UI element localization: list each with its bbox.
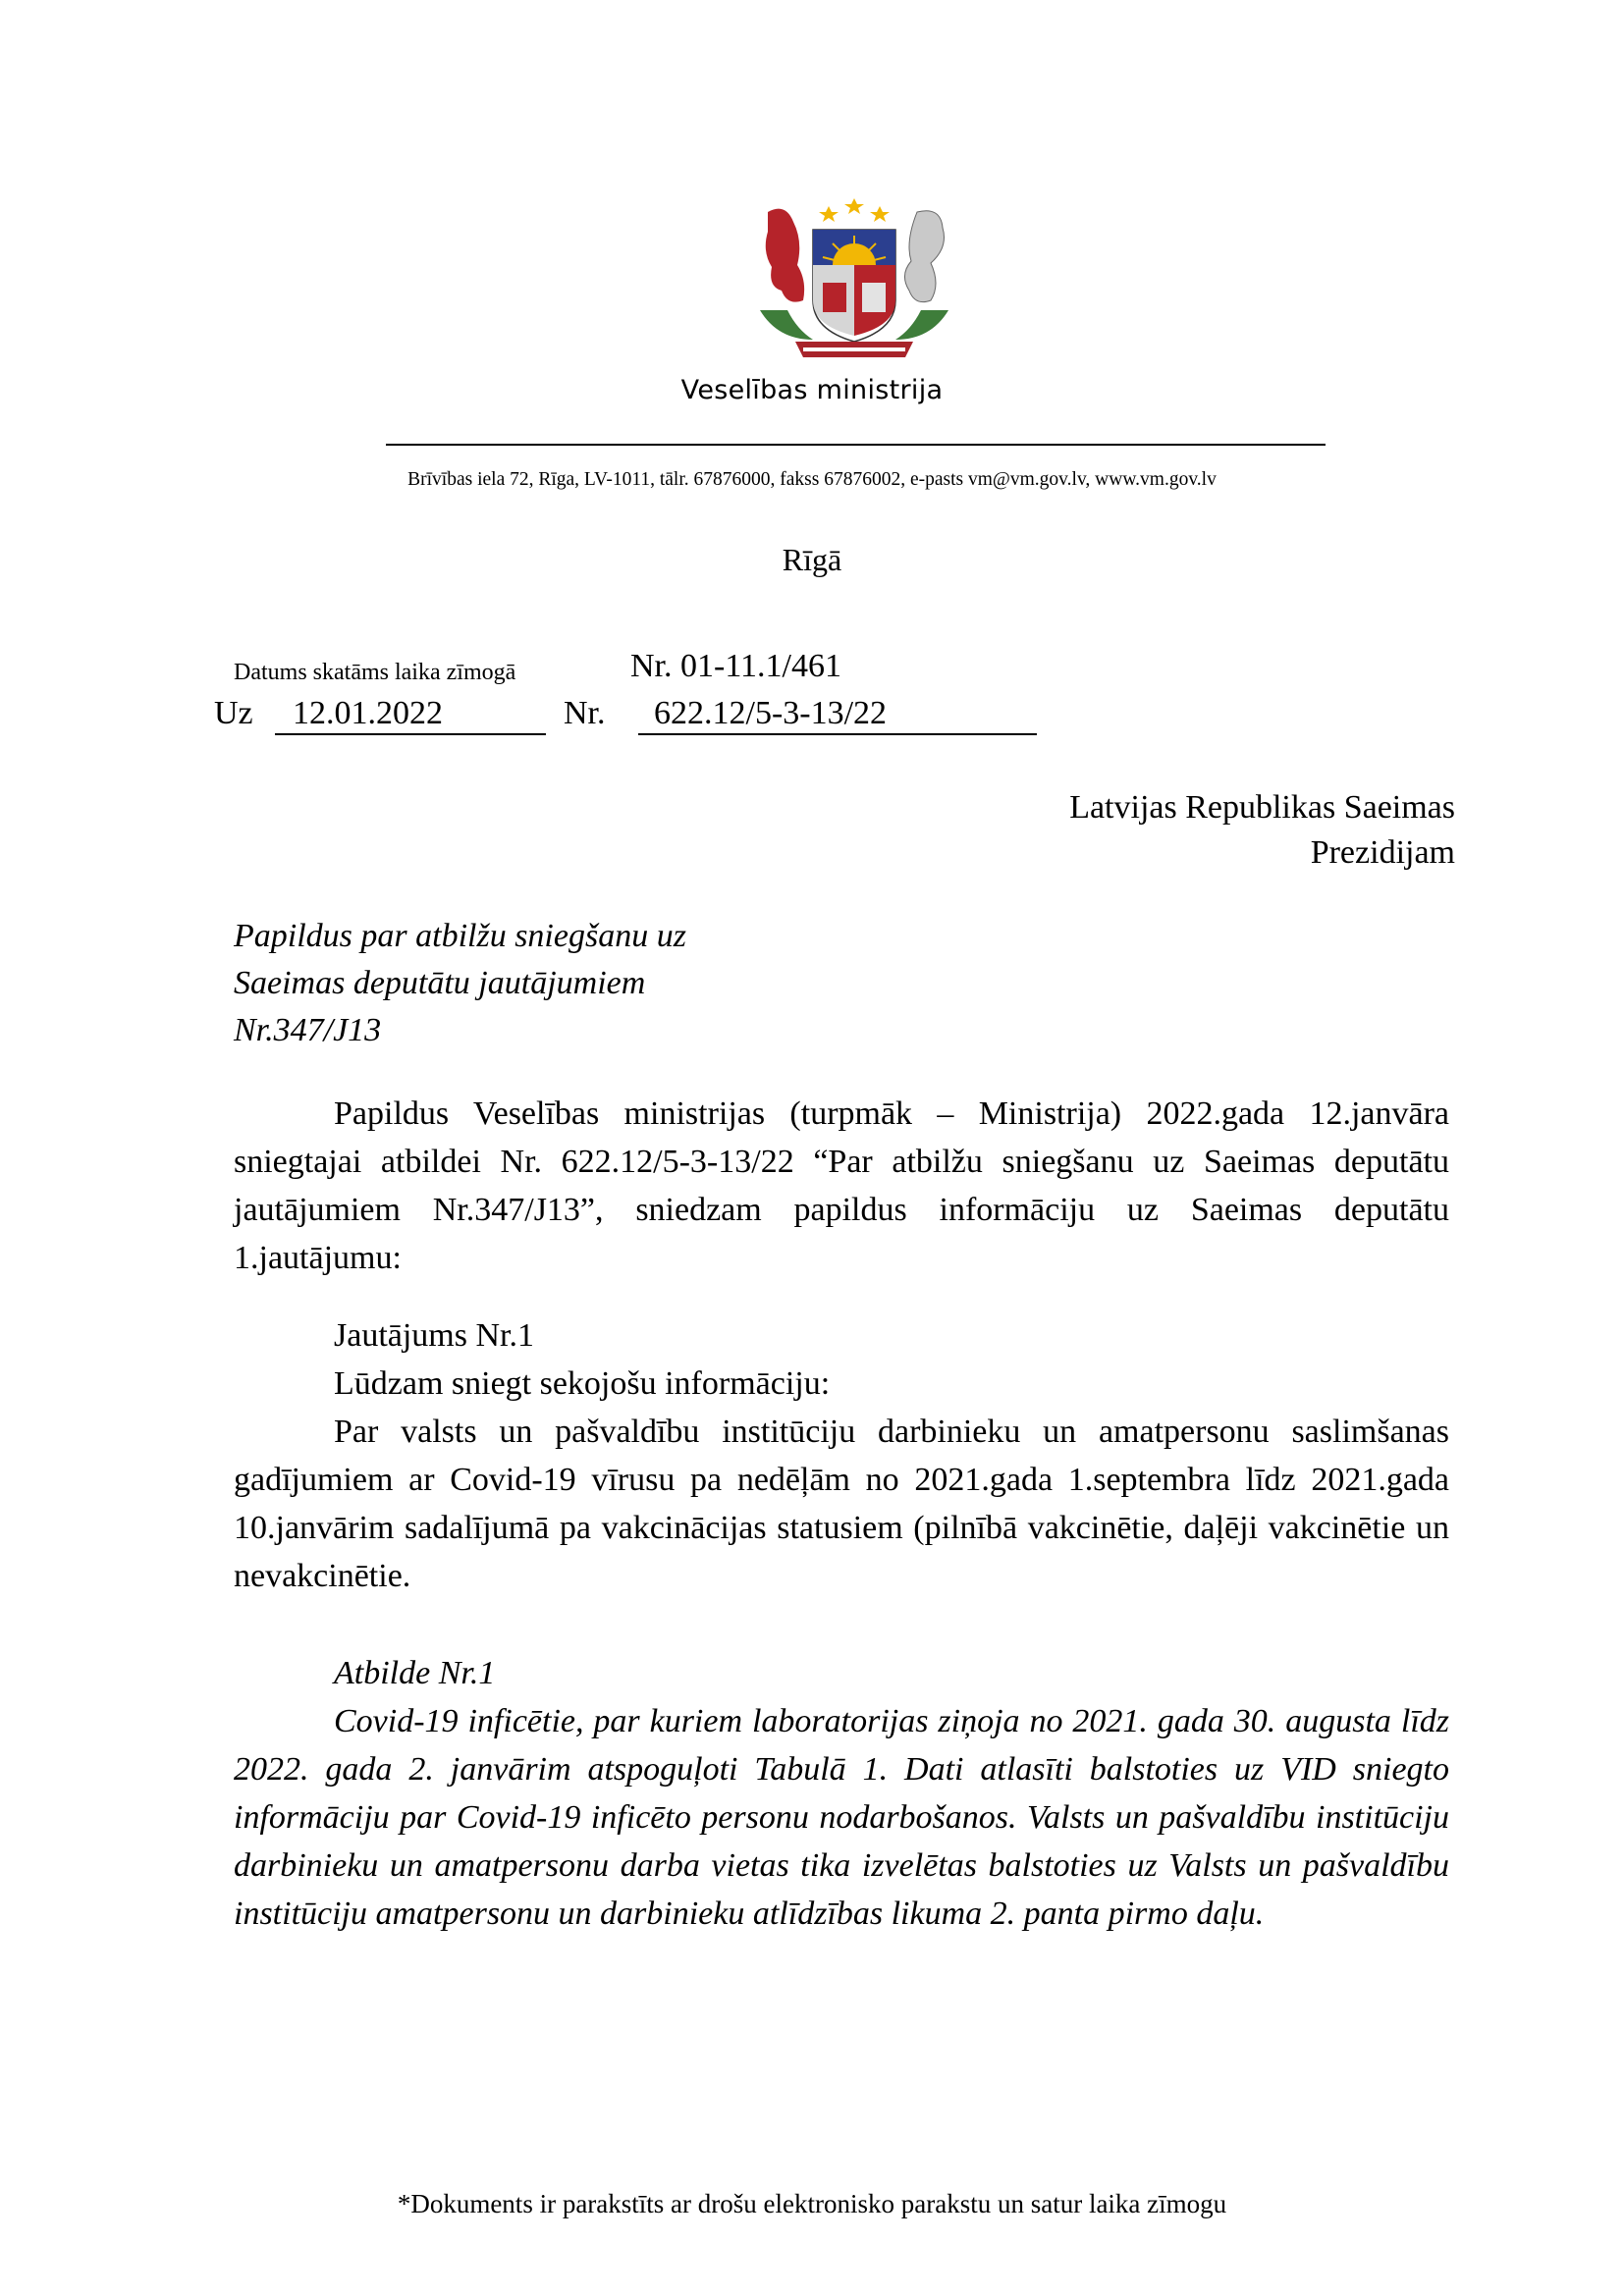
- header-divider: [386, 444, 1326, 446]
- recipient-block: [1069, 785, 1455, 876]
- question-title: Jautājums Nr.1: [334, 1317, 534, 1354]
- subject-block: [234, 913, 686, 1054]
- recipient-line: Latvijas Republikas Saeimas: [1069, 789, 1455, 826]
- signature-note: *Dokuments ir parakstīts ar drošu elektronisko parakstu un satur laika zīmogu: [397, 2189, 1227, 2218]
- answer-title: Atbilde Nr.1: [334, 1655, 496, 1691]
- document-number: Nr. 01-11.1/461: [630, 648, 842, 684]
- ministry-name: Veselības ministrija: [680, 375, 944, 405]
- reply-to-number: 622.12/5-3-13/22: [638, 694, 1037, 735]
- coat-of-arms-logo: [738, 192, 970, 361]
- subject-line: Nr.347/J13: [234, 1012, 382, 1048]
- reply-to-date: 12.01.2022: [275, 694, 546, 735]
- place-of-issue: Rīgā: [782, 542, 842, 577]
- ministry-address: Brīvības iela 72, Rīga, LV-1011, tālr. 67876000, fakss 67876002, e-pasts vm@vm.gov.lv, www.vm.gov.lv: [407, 469, 1217, 490]
- recipient-line: Prezidijam: [1310, 834, 1455, 871]
- subject-line: Papildus par atbilžu sniegšanu uz: [234, 918, 686, 954]
- subject-line: Saeimas deputātu jautājumiem: [234, 965, 646, 1001]
- question-paragraph: Par valsts un pašvaldību institūciju darbinieku un amatpersonu saslimšanas gadījumiem ar Covid-19 vīrusu pa nedēļām no 2021.gada 1.septembra līdz 2021.gada 10.janvārim sadalījumā pa vakcinācijas statusiem (pilnībā vakcinētie, daļēji vakcinētie un nevakcinētie.: [234, 1414, 1449, 1594]
- answer-paragraph: Covid-19 inficētie, par kuriem laboratorijas ziņoja no 2021. gada 30. augusta līdz 2022. gada 2. janvārim atspoguļoti Tabulā 1. Dati atlasīti balstoties uz VID sniegto informāciju par Covid-19 inficēto personu nodarbošanos. Valsts un pašvaldību institūciju darbinieku un amatpersonu darba vietas tika izvelētas balstoties uz Valsts un pašvaldību institūciju amatpersonu un darbinieku atlīdzības likuma 2. panta pirmo daļu.: [234, 1703, 1449, 1932]
- reply-to-label: Uz: [214, 695, 253, 731]
- intro-paragraph: Papildus Veselības ministrijas (turpmāk – Ministrija) 2022.gada 12.janvāra sniegtajai atbildei Nr. 622.12/5-3-13/22 “Par atbilžu sniegšanu uz Saeimas deputātu jautājumiem Nr.347/J13”, sniedzam papildus informāciju uz Saeimas deputātu 1.jautājumu:: [234, 1095, 1449, 1276]
- date-note: Datums skatāms laika zīmogā: [234, 660, 516, 685]
- reply-number-label: Nr.: [564, 695, 606, 731]
- question-request: Lūdzam sniegt sekojošu informāciju:: [334, 1365, 831, 1402]
